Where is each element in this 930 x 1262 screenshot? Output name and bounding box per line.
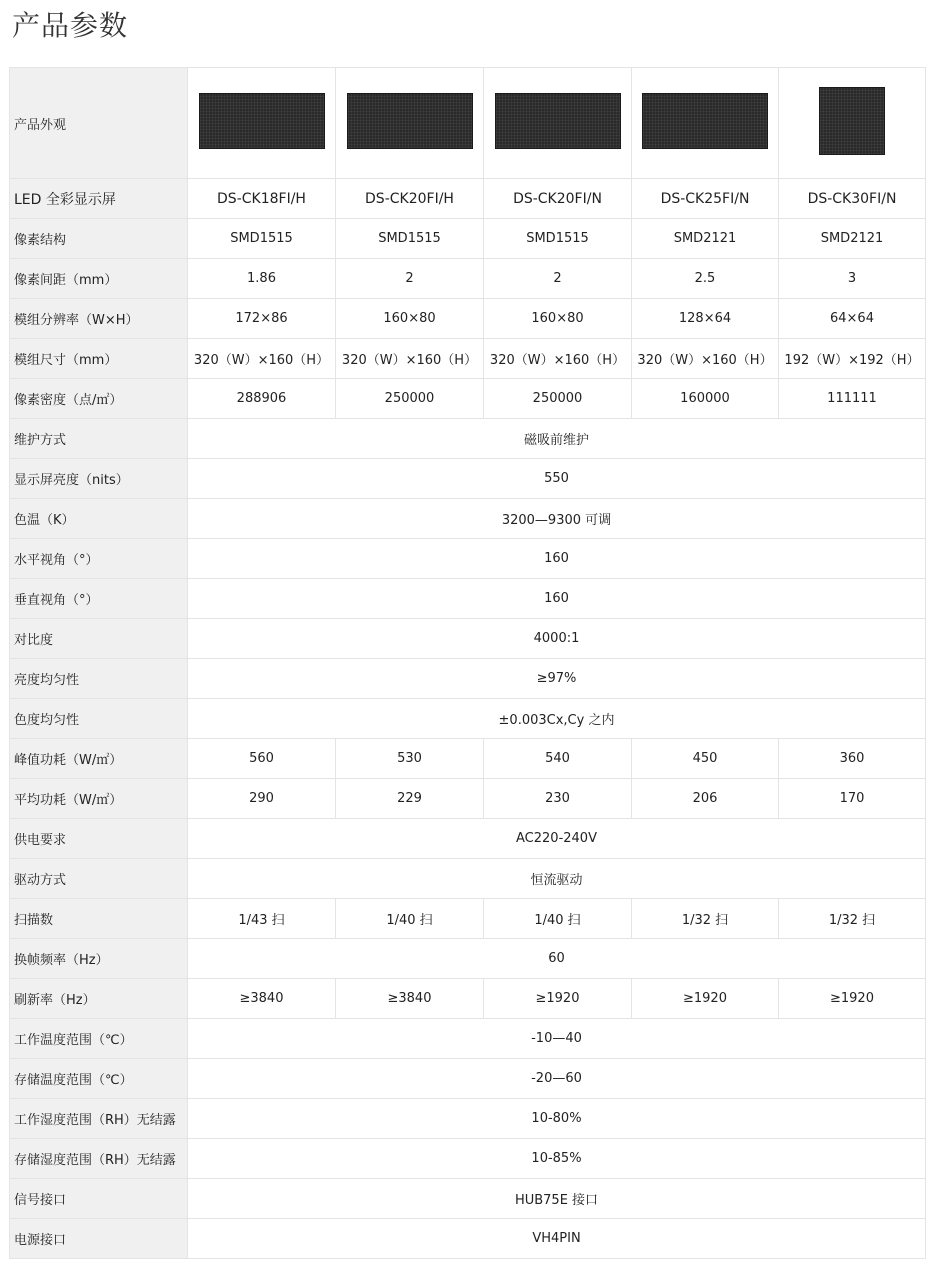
led-panel-image bbox=[347, 93, 473, 149]
product-image-cell bbox=[779, 68, 926, 179]
row-value: 530 bbox=[336, 739, 484, 779]
row-value: ≥1920 bbox=[632, 979, 779, 1019]
row-value: 磁吸前维护 bbox=[188, 419, 926, 459]
row-value: 230 bbox=[484, 779, 632, 819]
product-image-cell bbox=[632, 68, 779, 179]
row-value: 64×64 bbox=[779, 299, 926, 339]
row-value: 250000 bbox=[336, 379, 484, 419]
row-label: 模组尺寸（mm） bbox=[10, 339, 188, 379]
row-value: 170 bbox=[779, 779, 926, 819]
row-value: VH4PIN bbox=[188, 1219, 926, 1259]
spec-row bbox=[10, 459, 926, 499]
row-label: 色度均匀性 bbox=[10, 699, 188, 739]
row-value: 1/32 扫 bbox=[779, 899, 926, 939]
spec-row bbox=[10, 939, 926, 979]
product-image-cell bbox=[336, 68, 484, 179]
row-label: 亮度均匀性 bbox=[10, 659, 188, 699]
row-label: 存储温度范围（℃） bbox=[10, 1059, 188, 1099]
row-value: 1.86 bbox=[188, 259, 336, 299]
row-value: ≥3840 bbox=[336, 979, 484, 1019]
model-name: DS-CK30FI/N bbox=[779, 179, 926, 219]
row-label: 驱动方式 bbox=[10, 859, 188, 899]
row-value: SMD1515 bbox=[484, 219, 632, 259]
spec-row bbox=[10, 539, 926, 579]
row-label: 维护方式 bbox=[10, 419, 188, 459]
row-label: 像素间距（mm） bbox=[10, 259, 188, 299]
row-value: 360 bbox=[779, 739, 926, 779]
row-label: 供电要求 bbox=[10, 819, 188, 859]
row-label: LED 全彩显示屏 bbox=[10, 179, 188, 219]
model-name: DS-CK25FI/N bbox=[632, 179, 779, 219]
row-label: 显示屏亮度（nits） bbox=[10, 459, 188, 499]
spec-row bbox=[10, 259, 926, 299]
row-value: 290 bbox=[188, 779, 336, 819]
spec-row bbox=[10, 739, 926, 779]
spec-row bbox=[10, 1219, 926, 1259]
row-label: 像素结构 bbox=[10, 219, 188, 259]
row-value: SMD2121 bbox=[632, 219, 779, 259]
spec-row bbox=[10, 859, 926, 899]
spec-table bbox=[9, 67, 926, 1259]
row-value: 160 bbox=[188, 579, 926, 619]
row-value: 恒流驱动 bbox=[188, 859, 926, 899]
row-value: 1/40 扫 bbox=[484, 899, 632, 939]
row-value: 320（W）×160（H） bbox=[336, 339, 484, 379]
spec-row bbox=[10, 899, 926, 939]
row-value: 1/43 扫 bbox=[188, 899, 336, 939]
page-title: 产品参数 bbox=[12, 9, 129, 42]
model-name: DS-CK18FI/H bbox=[188, 179, 336, 219]
row-value: 450 bbox=[632, 739, 779, 779]
row-label: 峰值功耗（W/㎡） bbox=[10, 739, 188, 779]
spec-row bbox=[10, 1179, 926, 1219]
row-label: 信号接口 bbox=[10, 1179, 188, 1219]
spec-row bbox=[10, 1139, 926, 1179]
spec-row bbox=[10, 659, 926, 699]
spec-row bbox=[10, 179, 926, 219]
spec-row bbox=[10, 1059, 926, 1099]
led-panel-image bbox=[642, 93, 768, 149]
row-value: 160×80 bbox=[336, 299, 484, 339]
row-label: 扫描数 bbox=[10, 899, 188, 939]
spec-row bbox=[10, 1099, 926, 1139]
spec-row bbox=[10, 619, 926, 659]
led-panel-image bbox=[819, 87, 885, 155]
spec-row bbox=[10, 419, 926, 459]
row-value: 1/40 扫 bbox=[336, 899, 484, 939]
spec-row bbox=[10, 219, 926, 259]
spec-row bbox=[10, 819, 926, 859]
row-label: 垂直视角（°） bbox=[10, 579, 188, 619]
row-value: 540 bbox=[484, 739, 632, 779]
row-value: ≥1920 bbox=[779, 979, 926, 1019]
row-value: 172×86 bbox=[188, 299, 336, 339]
row-label: 产品外观 bbox=[10, 68, 188, 179]
appearance-row bbox=[10, 68, 926, 179]
row-value: 1/32 扫 bbox=[632, 899, 779, 939]
row-value: -10—40 bbox=[188, 1019, 926, 1059]
row-value: 288906 bbox=[188, 379, 336, 419]
row-value: ≥3840 bbox=[188, 979, 336, 1019]
row-label: 电源接口 bbox=[10, 1219, 188, 1259]
row-value: 160 bbox=[188, 539, 926, 579]
row-value: ≥97% bbox=[188, 659, 926, 699]
row-value: -20—60 bbox=[188, 1059, 926, 1099]
row-value: 3200—9300 可调 bbox=[188, 499, 926, 539]
spec-row bbox=[10, 379, 926, 419]
spec-row bbox=[10, 339, 926, 379]
row-value: 192（W）×192（H） bbox=[779, 339, 926, 379]
row-value: 3 bbox=[779, 259, 926, 299]
row-value: SMD1515 bbox=[188, 219, 336, 259]
row-value: 10-80% bbox=[188, 1099, 926, 1139]
model-name: DS-CK20FI/H bbox=[336, 179, 484, 219]
row-value: 60 bbox=[188, 939, 926, 979]
row-label: 存储湿度范围（RH）无结露 bbox=[10, 1139, 188, 1179]
row-value: 229 bbox=[336, 779, 484, 819]
spec-row bbox=[10, 779, 926, 819]
led-panel-image bbox=[495, 93, 621, 149]
row-value: ±0.003Cx,Cy 之内 bbox=[188, 699, 926, 739]
row-value: 160000 bbox=[632, 379, 779, 419]
row-value: HUB75E 接口 bbox=[188, 1179, 926, 1219]
row-value: 320（W）×160（H） bbox=[632, 339, 779, 379]
row-value: 2 bbox=[336, 259, 484, 299]
row-label: 工作温度范围（℃） bbox=[10, 1019, 188, 1059]
row-value: 206 bbox=[632, 779, 779, 819]
row-label: 对比度 bbox=[10, 619, 188, 659]
row-label: 像素密度（点/㎡） bbox=[10, 379, 188, 419]
row-label: 换帧频率（Hz） bbox=[10, 939, 188, 979]
row-value: 560 bbox=[188, 739, 336, 779]
row-label: 平均功耗（W/㎡） bbox=[10, 779, 188, 819]
row-value: ≥1920 bbox=[484, 979, 632, 1019]
row-value: 2.5 bbox=[632, 259, 779, 299]
spec-row bbox=[10, 299, 926, 339]
row-value: 2 bbox=[484, 259, 632, 299]
row-value: 160×80 bbox=[484, 299, 632, 339]
spec-row bbox=[10, 1019, 926, 1059]
product-image-cell bbox=[484, 68, 632, 179]
row-label: 水平视角（°） bbox=[10, 539, 188, 579]
row-value: 550 bbox=[188, 459, 926, 499]
spec-row bbox=[10, 579, 926, 619]
model-name: DS-CK20FI/N bbox=[484, 179, 632, 219]
row-value: 10-85% bbox=[188, 1139, 926, 1179]
row-value: 320（W）×160（H） bbox=[188, 339, 336, 379]
product-image-cell bbox=[188, 68, 336, 179]
row-label: 模组分辨率（W×H） bbox=[10, 299, 188, 339]
row-value: SMD2121 bbox=[779, 219, 926, 259]
row-value: SMD1515 bbox=[336, 219, 484, 259]
spec-row bbox=[10, 979, 926, 1019]
spec-row bbox=[10, 499, 926, 539]
spec-row bbox=[10, 699, 926, 739]
row-value: AC220-240V bbox=[188, 819, 926, 859]
row-value: 111111 bbox=[779, 379, 926, 419]
row-value: 128×64 bbox=[632, 299, 779, 339]
row-label: 工作湿度范围（RH）无结露 bbox=[10, 1099, 188, 1139]
row-label: 色温（K） bbox=[10, 499, 188, 539]
row-value: 4000:1 bbox=[188, 619, 926, 659]
led-panel-image bbox=[199, 93, 325, 149]
row-value: 320（W）×160（H） bbox=[484, 339, 632, 379]
row-value: 250000 bbox=[484, 379, 632, 419]
row-label: 刷新率（Hz） bbox=[10, 979, 188, 1019]
